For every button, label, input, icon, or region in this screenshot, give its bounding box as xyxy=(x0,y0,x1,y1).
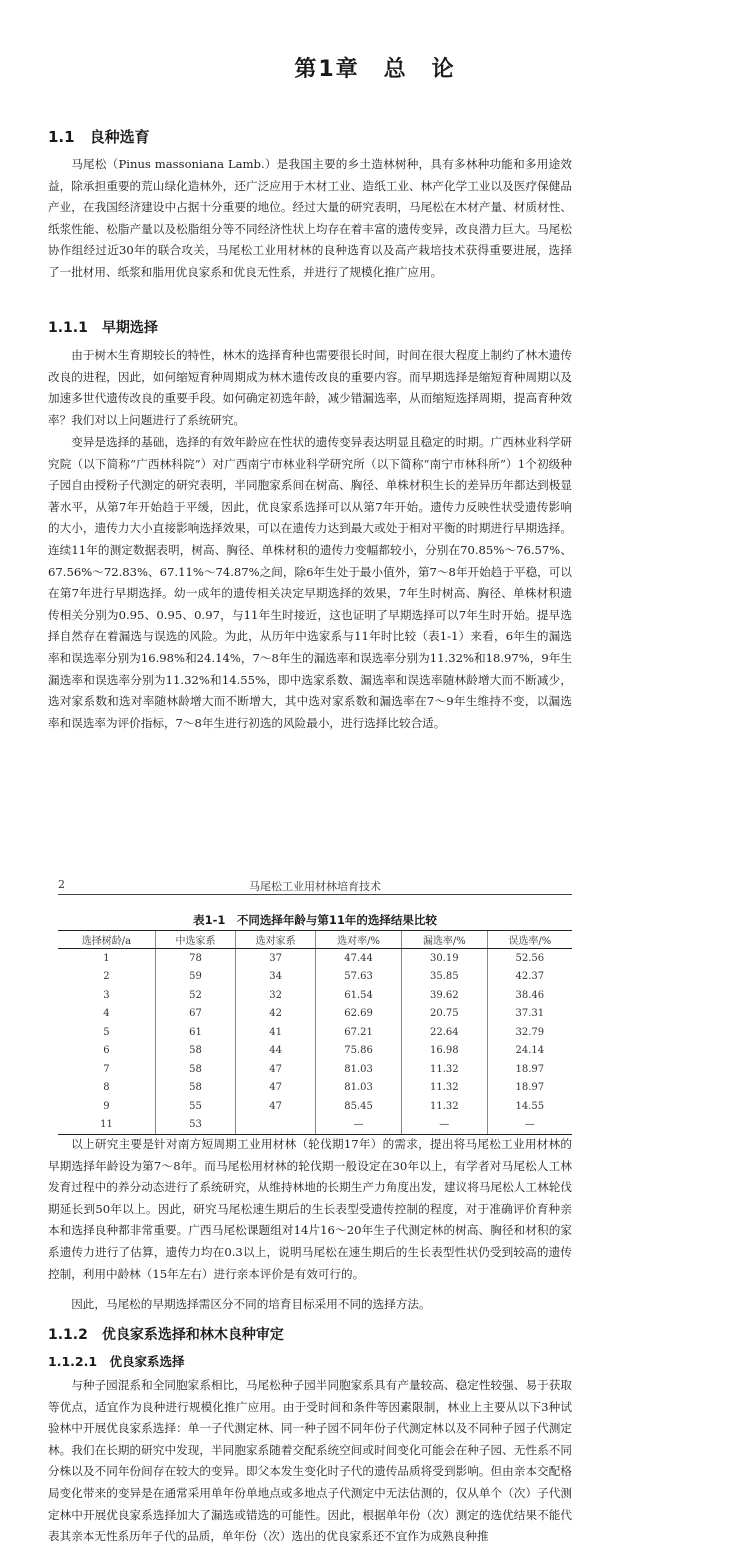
table-cell: 47 xyxy=(236,1079,316,1098)
table-cell: 38.46 xyxy=(487,986,572,1005)
table-cell: 37 xyxy=(236,949,316,968)
table-cell: 57.63 xyxy=(316,968,402,987)
header-cell: 中选家系 xyxy=(155,931,235,949)
table-cell: 61.54 xyxy=(316,986,402,1005)
table-cell: 6 xyxy=(103,1045,110,1057)
table-cell: 81.03 xyxy=(316,1079,402,1098)
table-cell: 32.79 xyxy=(487,1023,572,1042)
section-heading-1-1: 1.1 良种选育 xyxy=(48,128,150,146)
table-row xyxy=(58,949,572,968)
table-cell: 55 xyxy=(155,1097,235,1116)
table-cell: 39.62 xyxy=(401,986,487,1005)
table-cell: 62.69 xyxy=(316,1005,402,1024)
table-row xyxy=(58,1097,572,1116)
selection-comparison-table xyxy=(58,930,572,1135)
paragraph-early-selection: 由于树木生育期较长的特性，林木的选择育种也需要很长时间，时间在很大程度上制约了林木遗传改良的进程，因此，如何缩短育种周期成为林木遗传改良的重要内容。而早期选择是缩短育种周期以及加速多世代遗传改良的重要手段。如何确定初选年龄，减少错漏选率，从而缩短选择周期，提高育种效率？我们对以上问题进行了系统研究。 xyxy=(48,348,572,427)
table-cell: 47 xyxy=(236,1060,316,1079)
table-cell xyxy=(236,1116,316,1135)
table-cell: 35.85 xyxy=(401,968,487,987)
table-cell: 14.55 xyxy=(487,1097,572,1116)
header-cell: 选对率/% xyxy=(316,931,402,949)
running-title: 马尾松工业用材林培育技术 xyxy=(249,880,381,893)
table-cell: 1 xyxy=(103,952,110,964)
table-row xyxy=(58,968,572,987)
table-row xyxy=(58,1042,572,1061)
table-cell: 41 xyxy=(236,1023,316,1042)
header-cell: 漏选率/% xyxy=(401,931,487,949)
table-cell: 24.14 xyxy=(487,1042,572,1061)
table-cell: 16.98 xyxy=(401,1042,487,1061)
table-cell: 59 xyxy=(155,968,235,987)
table-cell: 20.75 xyxy=(401,1005,487,1024)
table-cell: 75.86 xyxy=(316,1042,402,1061)
table-cell: 11.32 xyxy=(401,1060,487,1079)
table-row xyxy=(58,1023,572,1042)
section-heading-1-1-1: 1.1.1 早期选择 xyxy=(48,320,158,336)
table-cell: 34 xyxy=(236,968,316,987)
table-cell: 58 xyxy=(155,1042,235,1061)
table-cell: 81.03 xyxy=(316,1060,402,1079)
table-cell: 52 xyxy=(155,986,235,1005)
table-cell: 5 xyxy=(103,1026,110,1038)
table-header-row xyxy=(58,931,572,949)
table-cell: 18.97 xyxy=(487,1079,572,1098)
table-cell: — xyxy=(316,1116,402,1135)
table-cell: 78 xyxy=(155,949,235,968)
running-header xyxy=(58,876,572,895)
header-cell: 误选率/% xyxy=(487,931,572,949)
table-cell: 44 xyxy=(236,1042,316,1061)
table-cell: 53 xyxy=(155,1116,235,1135)
table-cell: 7 xyxy=(103,1063,110,1075)
table-cell: 47.44 xyxy=(316,949,402,968)
table-cell: 52.56 xyxy=(487,949,572,968)
table-cell: 9 xyxy=(103,1100,110,1112)
table-cell: 11.32 xyxy=(401,1097,487,1116)
table-cell: — xyxy=(401,1116,487,1135)
table-cell: — xyxy=(487,1116,572,1135)
paragraph-family-selection: 与种子园混系和全同胞家系相比，马尾松种子园半同胞家系具有产量较高、稳定性较强、易于获取等优点，适宜作为良种进行规模化推广应用。由于受时间和条件等因素限制，林业上主要从以下3种试验林中开展优良家系选择：单一子代测定林、同一种子园不同年份子代测定林以及不同种子园子代测定林。我们在长期的研究中发现，半同胞家系随着交配系统空间或时间变化可能会在种子园、无性系不同分株以及不同年份间存在较大的变异。即父本发生变化时子代的遗传品质将受到影响。但由亲本交配格局变化带来的变异是在通常采用单年份单地点或多地点子代测定中无法估测的，仅从单个（次）子代测定林中开展优良家系选择加大了漏选或错选的可能性。因此，根据单年份（次）测定的选优结果不能代表其亲本无性系历年子代的品质，单年份（次）选出的优良家系还不宜作为成熟良种推 xyxy=(48,1378,572,1544)
table-cell: 11.32 xyxy=(401,1079,487,1098)
table-cell: 30.19 xyxy=(401,949,487,968)
page-number: 2 xyxy=(58,878,65,891)
section-heading-1-1-2: 1.1.2 优良家系选择和林木良种审定 xyxy=(48,1327,284,1343)
table-cell: 37.31 xyxy=(487,1005,572,1024)
table-cell: 22.64 xyxy=(401,1023,487,1042)
header-cell: 选对家系 xyxy=(236,931,316,949)
table-cell: 58 xyxy=(155,1060,235,1079)
table-cell: 8 xyxy=(103,1082,110,1094)
table-cell: 4 xyxy=(103,1008,110,1020)
table-cell: 61 xyxy=(155,1023,235,1042)
table-cell: 3 xyxy=(103,989,110,1001)
table-caption: 表1-1 不同选择年龄与第11年的选择结果比较 xyxy=(193,913,437,927)
table-cell: 18.97 xyxy=(487,1060,572,1079)
header-cell: 选择树龄/a xyxy=(58,931,155,949)
table-row xyxy=(58,1060,572,1079)
table-row xyxy=(58,1116,572,1135)
paragraph-conclusion: 因此，马尾松的早期选择需区分不同的培育目标采用不同的选择方法。 xyxy=(71,1297,431,1311)
paragraph-variation: 变异是选择的基础，选择的有效年龄应在性状的遗传变异表达明显且稳定的时期。广西林业科学研究院（以下简称“广西林科院”）对广西南宁市林业科学研究所（以下简称“南宁市林科所”）1个初级种子园自由授粉子代测定的研究表明，半同胞家系间在树高、胸径、单株材积生长的差异历年都达到极显著水平，从第7年开始趋于平缓，因此，优良家系选择可以从第7年开始。遗传力反映性状受遗传影响的大小，遗传力大小直接影响选择效果，可以在遗传力达到最大或处于相对平衡的时期进行早期选择。连续11年的测定数据表明，树高、胸径、单株材积的遗传力变幅都较小，分别在70.85%～76.57%、67.56%～72.83%、67.11%～74.87%之间，除6年生处于最小值外，第7～8年开始趋于平稳，可以在第7年进行早期选择。幼一成年的遗传相关决定早期选择的效果，7年生时树高、胸径、单株材积遗传相关分别为0.95、0.95、0.97，与11年生时接近，这也证明了早期选择可以7年生时开始。提早选择自然存在着漏选与误选的风险。为此，从历年中选家系与11年时比较（表1-1）来看，6年生的漏选率和误选率分别为16.98%和24.14%，7～8年生的漏选率和误选率分别为11.32%和18.97%，9年生漏选率和误选率分别为11.32%和14.55%，即中选家系数、漏选率和误选率随林龄增大而不断减少，选对家系数和选对率随林龄增大而不断增大，其中选对家系数和漏选率在7～9年生维持不变，以漏选率和误选率为评价指标，7～8年生进行初选的风险最小，进行选择比较合适。 xyxy=(48,435,572,730)
table-cell: 67 xyxy=(155,1005,235,1024)
chapter-title: 第1章 总 论 xyxy=(294,57,456,82)
table-cell: 11 xyxy=(58,1116,155,1135)
table-cell: 85.45 xyxy=(316,1097,402,1116)
table-row xyxy=(58,1005,572,1024)
table-cell: 42 xyxy=(236,1005,316,1024)
table-cell: 58 xyxy=(155,1079,235,1098)
paragraph-rotation: 以上研究主要是针对南方短周期工业用材林（轮伐期17年）的需求，提出将马尾松工业用材林的早期选择年龄设为第7～8年。而马尾松用材林的轮伐期一般设定在30年以上，有学者对马尾松人工林发育过程中的养分动态进行了系统研究，从维持林地的长期生产力角度出发，建议将马尾松人工林轮伐期延长到50年以上。因此，研究马尾松速生期后的生长表型受遗传控制的程度，对于准确评价育种亲本和选择良种都非常重要。广西马尾松课题组对14片16～20年生子代测定林的树高、胸径和材积的家系遗传力进行了估算，遗传力均在0.3以上，说明马尾松在速生期后的生长表型性状仍受到较高的遗传控制，利用中龄林（15年左右）进行亲本评价是有效可行的。 xyxy=(48,1137,572,1281)
table-row xyxy=(58,1079,572,1098)
table-cell: 42.37 xyxy=(487,968,572,987)
section-heading-1-1-2-1: 1.1.2.1 优良家系选择 xyxy=(48,1354,185,1369)
table-row xyxy=(58,986,572,1005)
paragraph-intro: 马尾松（Pinus massoniana Lamb.）是我国主要的乡土造林树种，具有多林种功能和多用途效益，除承担重要的荒山绿化造林外，还广泛应用于木材工业、造纸工业、林产化学工业以及医疗保健品产业，在我国经济建设中占据十分重要的地位。经过大量的研究表明，马尾松在木材产量、材质材性、纸浆性能、松脂产量以及松脂组分等不同经济性状上均存在着丰富的遗传变异，改良潜力巨大。马尾松协作组经过近30年的联合攻关，马尾松工业用材林的良种选育以及高产栽培技术获得重要进展，选择了一批材用、纸浆和脂用优良家系和优良无性系，并进行了规模化推广应用。 xyxy=(48,157,572,279)
table-cell: 2 xyxy=(103,971,110,983)
table-cell: 47 xyxy=(236,1097,316,1116)
table-cell: 32 xyxy=(236,986,316,1005)
table-cell: 67.21 xyxy=(316,1023,402,1042)
